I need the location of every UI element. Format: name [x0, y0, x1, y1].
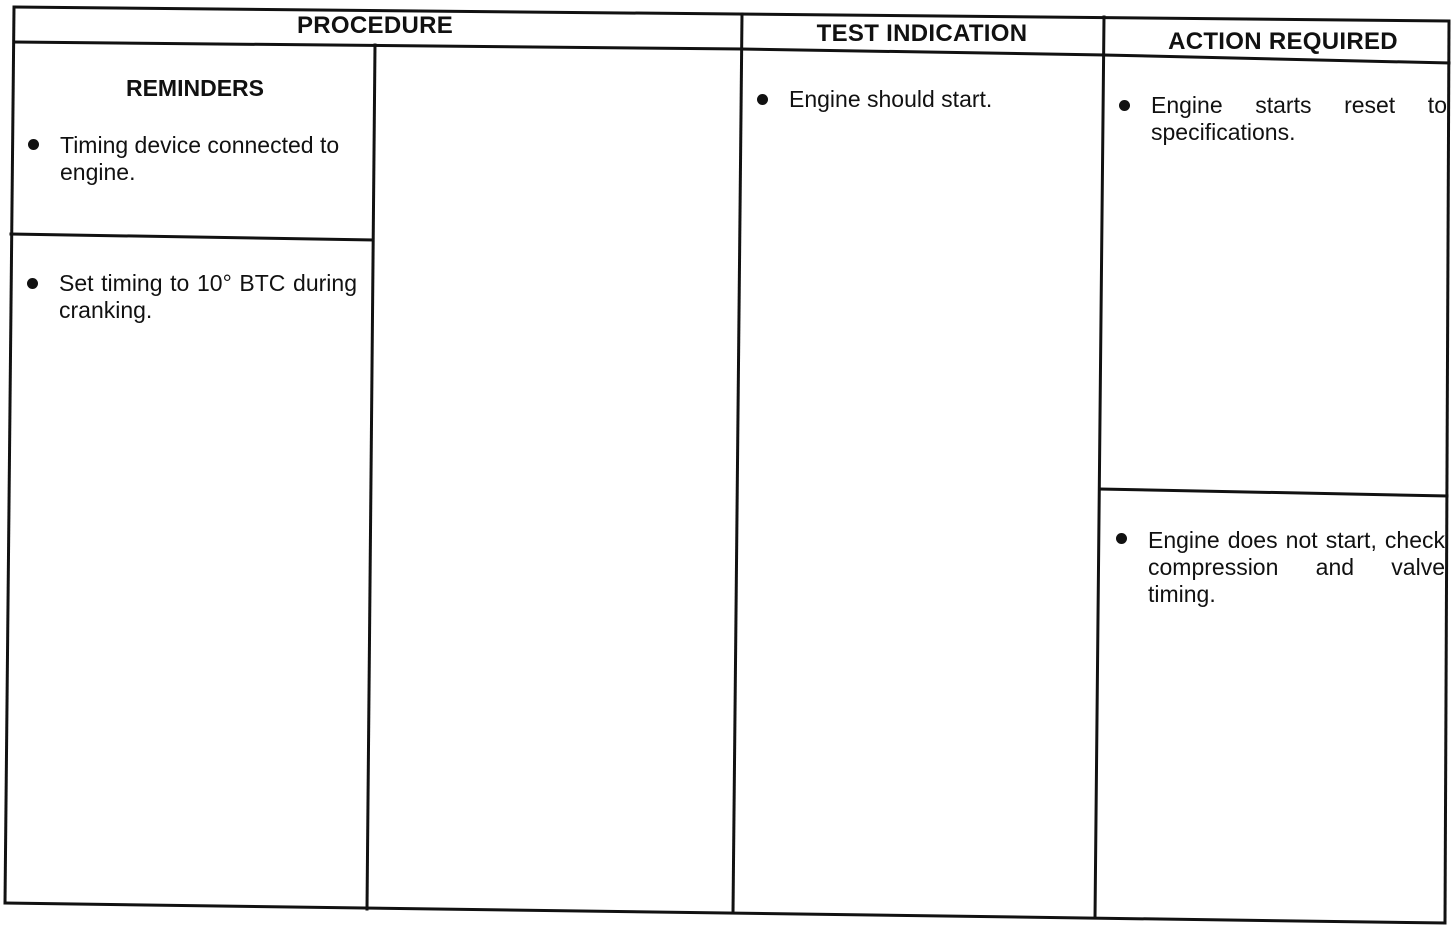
- table-right-border: [1445, 21, 1449, 923]
- procedure-header-rule: [14, 42, 742, 49]
- action-required-header: ACTION REQUIRED: [1168, 28, 1398, 55]
- table-left-border: [5, 7, 14, 903]
- bullet-icon: [757, 94, 768, 105]
- procedure-header: PROCEDURE: [296, 12, 454, 39]
- bullet-icon: [27, 278, 38, 289]
- table-bottom-border: [5, 903, 1445, 923]
- column-divider-action: [1095, 17, 1104, 918]
- test-indication-header: TEST INDICATION: [816, 20, 1028, 47]
- action-header-rule: [1104, 55, 1449, 63]
- test-indication-item: Engine should start.: [789, 86, 993, 112]
- bullet-icon: [1119, 100, 1130, 111]
- test-header-rule: [742, 49, 1104, 55]
- action-item-no-start: Engine does not start, check compression and valve timing.: [1148, 527, 1445, 607]
- bullet-icon: [1116, 533, 1127, 544]
- bullet-icon: [28, 139, 39, 150]
- column-divider-procedure: [367, 45, 375, 909]
- procedure-step-item: Set timing to 10° BTC during cranking.: [59, 270, 357, 323]
- reminders-title: REMINDERS: [125, 75, 264, 101]
- reminder-item: Timing device connected to engine.: [60, 132, 340, 185]
- reminders-row-divider: [11, 234, 373, 240]
- action-item-starts: Engine starts reset to specifications.: [1151, 92, 1447, 145]
- action-row-divider: [1100, 489, 1447, 496]
- column-divider-test: [733, 14, 742, 913]
